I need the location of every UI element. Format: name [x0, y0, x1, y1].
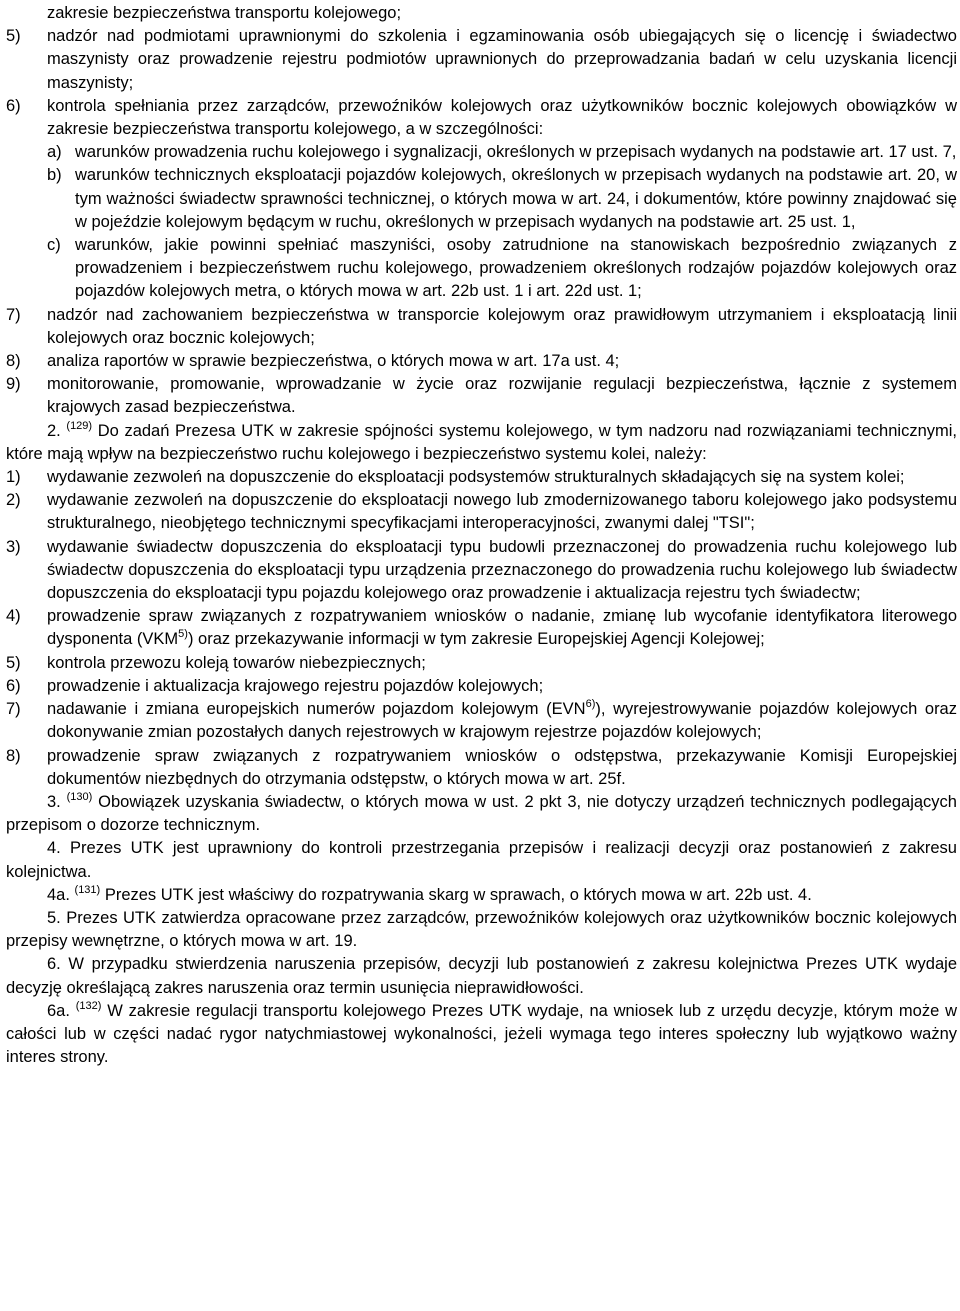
section-text: W zakresie regulacji transportu kolejowego Prezes UTK wydaje, na wniosek lub z urzędu decyzje, którym może w całości lub w części nadać rygor natychmiastowej wykonalności, jeżeli wymaga tego interes społeczny lub wyjątkowo ważny interes strony.	[6, 1001, 957, 1067]
section-paragraph	[6, 1000, 957, 1070]
sub-list-item	[6, 164, 957, 234]
list-item-text: wydawanie świadectw dopuszczenia do eksploatacji typu budowli przeznaczonej do prowadzenia ruchu kolejowego lub świadectw dopuszczenia do eksploatacji typu urządzenia przeznaczonego do prowadzenia ruchu kolejowego lub świadectw dopuszczenia do eksploatacji typu pojazdu kolejowego oraz prowadzenie i aktualizacja rejestru tych świadectw;	[47, 537, 957, 603]
list-item-number: 7)	[6, 700, 21, 719]
section-paragraph	[6, 907, 957, 953]
section-text: Obowiązek uzyskania świadectw, o których mowa w ust. 2 pkt 3, nie dotyczy urządzeń technicznych podlegających przepisom o dozorze technicznym.	[6, 792, 957, 835]
section-text: Prezes UTK jest uprawniony do kontroli przestrzegania przepisów i realizacji decyzji oraz postanowień z zakresu kolejnictwa.	[6, 839, 957, 881]
list-item	[6, 25, 957, 95]
list-item-text-part: ), wyrejestrowywanie pojazdów kolejowych oraz dokonywanie zmian pozostałych danych rejestrowych w krajowym rejestrze pojazdów kolejowych;	[47, 700, 957, 742]
list-item-number: 2)	[6, 491, 21, 510]
list-item-text: wydawanie zezwoleń na dopuszczenie do eksploatacji podsystemów strukturalnych składających się na system kolei;	[47, 468, 905, 487]
list-item-text: prowadzenie spraw związanych z rozpatrywaniem wniosków o odstępstwa, przekazywanie Komisji Europejskiej dokumentów niezbędnych do otrzymania odstępstw, o których mowa w art. 25f.	[47, 746, 957, 788]
list-item-number: 5)	[6, 653, 21, 672]
footnote-ref: 6)	[585, 698, 596, 711]
list-item-text: nadzór nad zachowaniem bezpieczeństwa w transporcie kolejowym oraz prawidłowym utrzymaniem i eksploatacją linii kolejowych oraz bocznic kolejowych;	[47, 305, 957, 347]
footnote-ref: (131)	[74, 883, 101, 896]
list-item-text: kontrola spełniania przez zarządców, przewoźników kolejowych oraz użytkowników bocznic kolejowych obowiązków w zakresie bezpieczeństwa transportu kolejowego, a w szczególności:	[47, 96, 957, 139]
list-item-text-part: ) oraz przekazywanie informacji w tym zakresie Europejskiej Agencji Kolejowej;	[187, 630, 765, 649]
list-item	[6, 536, 957, 606]
list-item	[6, 373, 957, 419]
section-number: 5.	[47, 908, 61, 927]
footnote-ref: (130)	[66, 790, 93, 803]
section-paragraph	[6, 420, 957, 466]
sub-list-item-letter: b)	[47, 166, 62, 185]
section-number: 4a.	[47, 885, 70, 904]
list-item-number: 3)	[6, 537, 21, 556]
sub-list-item-letter: c)	[47, 236, 61, 255]
list-item-text: analiza raportów w sprawie bezpieczeństwa, o których mowa w art. 17a ust. 4;	[47, 352, 620, 371]
section-number: 6a.	[47, 1001, 70, 1020]
list-item-text: monitorowanie, promowanie, wprowadzanie w życie oraz rozwijanie regulacji bezpieczeństwa, łącznie z systemem krajowych zasad bezpieczeństwa.	[47, 375, 957, 417]
list-item-number: 4)	[6, 607, 21, 626]
list-item-number: 6)	[6, 96, 21, 115]
list-item-number: 7)	[6, 305, 21, 324]
list-item	[6, 698, 957, 744]
list-item-text-part: nadawanie i zmiana europejskich numerów pojazdom kolejowym (EVN	[47, 700, 586, 719]
list-item-text: nadzór nad podmiotami uprawnionymi do szkolenia i egzaminowania osób ubiegających się o licencję i świadectwo maszynisty oraz prowadzenie rejestru podmiotów uprawnionych do przeprowadzania badań w celu uzyskania licencji maszynisty;	[47, 27, 957, 92]
list-item	[6, 745, 957, 791]
continuation-text: zakresie bezpieczeństwa transportu kolejowego;	[47, 4, 402, 22]
list-item-text-part: prowadzenie spraw związanych z rozpatrywaniem wniosków o nadanie, zmianę lub wycofanie identyfikatora literowego dysponenta (VKM	[47, 607, 957, 649]
list-item-number: 8)	[6, 746, 21, 765]
list-item	[6, 652, 957, 675]
sub-list-item-text: warunków prowadzenia ruchu kolejowego i sygnalizacji, określonych w przepisach wydanych na podstawie art. 17 ust. 7,	[75, 143, 957, 162]
sub-list-item-letter: a)	[47, 143, 62, 162]
list-item-text: wydawanie zezwoleń na dopuszczenie do eksploatacji nowego lub zmodernizowanego taboru kolejowego jako podsystemu strukturalnego, nieobjętego technicznymi specyfikacjami interoperacyjności, zwanymi dalej "TSI";	[47, 491, 957, 533]
sub-list-item-text: warunków, jakie powinni spełniać maszyniści, osoby zatrudnione na stanowiskach bezpośrednio związanych z prowadzeniem i bezpieczeństwem ruchu kolejowego, prowadzeniem określonych rodzajów pojazdów kolejowych oraz pojazdów kolejowych metra, o których mowa w art. 22b ust. 1 i art. 22d ust. 1;	[75, 236, 957, 301]
sub-list-item-text: warunków technicznych eksploatacji pojazdów kolejowych, określonych w przepisach wydanych na podstawie art. 20, w tym ważności świadectw sprawności technicznej, o których mowa w art. 24, i dokumentów, które powinny znajdować się w pojeździe kolejowym będącym w ruchu, określonych w przepisach wydanych na podstawie art. 25 ust. 1,	[75, 166, 957, 231]
section-number: 3.	[47, 792, 61, 811]
list-item-number: 1)	[6, 468, 21, 487]
list-item-text: kontrola przewozu koleją towarów niebezpiecznych;	[47, 653, 426, 672]
list-item-text: prowadzenie i aktualizacja krajowego rejestru pojazdów kolejowych;	[47, 676, 544, 695]
section-text: Do zadań Prezesa UTK w zakresie spójności systemu kolejowego, w tym nadzoru nad rozwiązaniami technicznymi, które mają wpływ na bezpieczeństwo ruchu kolejowego i bezpieczeństwo systemu kolei, należy:	[6, 421, 957, 463]
list-item-text	[47, 698, 957, 744]
section-paragraph	[6, 953, 957, 999]
list-item	[6, 605, 957, 651]
section-paragraph	[6, 884, 957, 907]
section-paragraph	[6, 791, 957, 837]
footnote-ref: (129)	[66, 419, 93, 432]
list-item	[6, 350, 957, 373]
list-item	[6, 466, 957, 489]
section-number: 2.	[47, 421, 61, 440]
list-item	[6, 304, 957, 350]
section-paragraph	[6, 837, 957, 883]
footnote-ref: (132)	[75, 999, 102, 1012]
list-item-number: 9)	[6, 375, 21, 394]
list-item	[6, 489, 957, 535]
section-text: W przypadku stwierdzenia naruszenia przepisów, decyzji lub postanowień z zakresu kolejnictwa Prezes UTK wydaje decyzję określającą zakres naruszenia oraz termin usunięcia nieprawidłowości.	[6, 955, 957, 997]
list-item-number: 6)	[6, 676, 21, 695]
section-number: 6.	[47, 955, 61, 974]
list-item-number: 8)	[6, 352, 21, 371]
list-item	[6, 95, 957, 141]
section-text: Prezes UTK zatwierdza opracowane przez zarządców, przewoźników kolejowych oraz użytkowników bocznic kolejowych przepisy wewnętrzne, o których mowa w art. 19.	[6, 908, 957, 951]
section-number: 4.	[47, 839, 61, 858]
list-item-number: 5)	[6, 27, 21, 46]
list-item-text	[47, 605, 957, 651]
footnote-ref: 5)	[178, 628, 188, 641]
sub-list-item	[6, 141, 957, 164]
section-text: Prezes UTK jest właściwy do rozpatrywania skarg w sprawach, o których mowa w art. 22b ust. 4.	[104, 885, 812, 904]
sub-list-item	[6, 234, 957, 304]
list-item	[6, 675, 957, 698]
